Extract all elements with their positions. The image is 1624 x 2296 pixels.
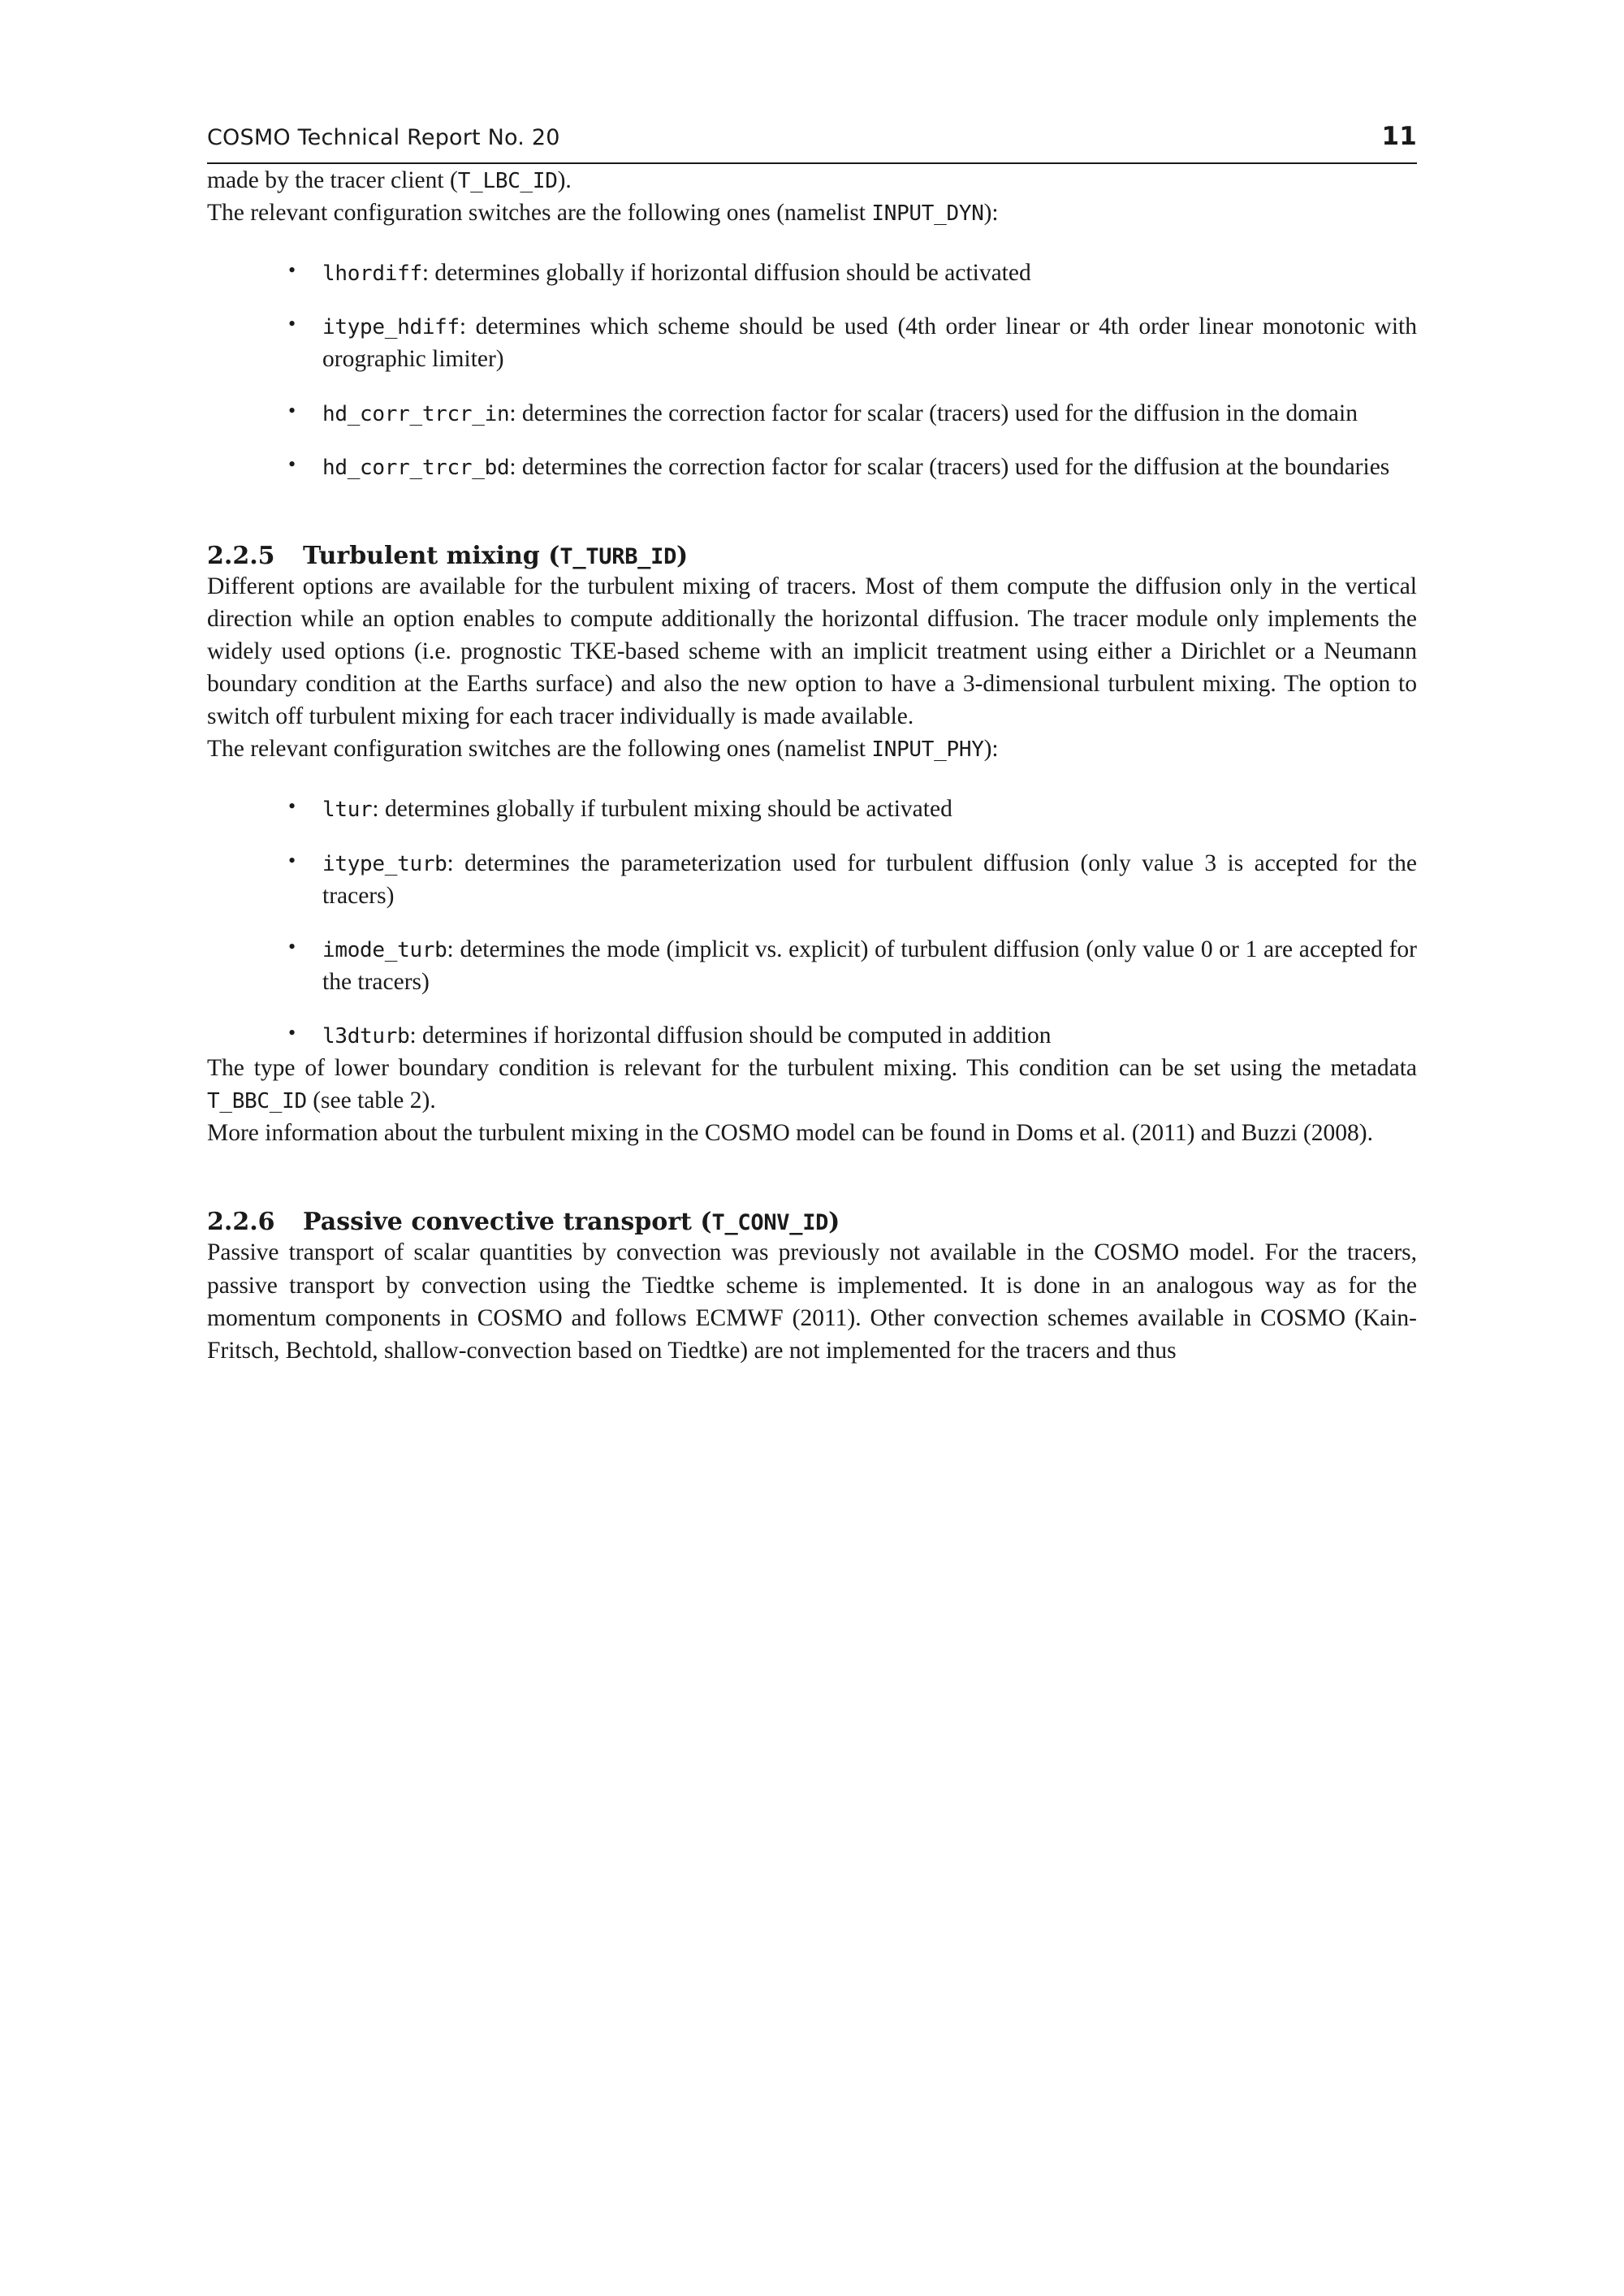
list-item (288, 1019, 1417, 1052)
code-input-dyn: INPUT_DYN (871, 201, 984, 227)
switch-desc: : determines globally if horizontal diffusion should be activated (421, 260, 1031, 287)
switch-name: l3dturb (322, 1023, 410, 1049)
dyn-text-a: The relevant configuration switches are the following ones (namelist (207, 200, 872, 227)
list-phy-switches (207, 793, 1417, 1052)
switch-desc: : determines globally if turbulent mixing should be activated (372, 796, 952, 823)
switch-desc: : determines which scheme should be used (4th order linear or 4th order linear monotonic with orographic limiter) (322, 313, 1417, 373)
list-item (288, 257, 1417, 289)
switch-name: imode_turb (322, 937, 447, 962)
section-title-close: ) (828, 1208, 840, 1237)
paragraph-turbulent-mixing: Different options are available for the turbulent mixing of tracers. Most of them compute the diffusion only in the vertical direction while an option enables to compute additionally the horizontal diffusion. The tracer module only implements the widely used options (i.e. prognostic TKE-based scheme with an implicit treatment using either a Dirichlet or a Neumann boundary condition at the Earths surface) and also the new option to have a 3-dimensional turbulent mixing. The option to switch off turbulent mixing for each tracer individually is made available. (207, 573, 1417, 730)
paragraph-intro (207, 164, 1417, 197)
list-item (288, 847, 1417, 912)
paragraph-bbc (207, 1052, 1417, 1117)
intro-text-a: made by the tracer client ( (207, 167, 458, 193)
bbc-text-b: (see table 2). (306, 1087, 436, 1114)
code-input-phy: INPUT_PHY (871, 737, 984, 763)
heading-2-2-5 (207, 542, 1417, 570)
section-title-close: ) (676, 541, 689, 570)
section-number: 2.2.6 (207, 1208, 275, 1237)
page-number: 11 (1381, 122, 1417, 151)
running-head (207, 122, 1417, 164)
paragraph-references: More information about the turbulent mixing in the COSMO model can be found in Doms et al. (2011) and Buzzi (2008). (207, 1120, 1373, 1147)
code-t-bbc-id: T_BBC_ID (207, 1089, 307, 1114)
switch-name: itype_hdiff (322, 315, 460, 340)
list-item (288, 933, 1417, 998)
section-title: Turbulent mixing ( (303, 541, 560, 570)
switch-name: ltur (322, 798, 373, 823)
switch-name: hd_corr_trcr_bd (322, 455, 510, 480)
switch-name: lhordiff (322, 262, 422, 287)
code-t-lbc-id: T_LBC_ID (457, 169, 558, 193)
intro-text-b: ). (557, 167, 572, 193)
list-item (288, 793, 1417, 825)
switch-name: hd_corr_trcr_in (322, 401, 510, 426)
dyn-text-b: ): (983, 200, 999, 227)
switch-desc: : determines if horizontal diffusion should be computed in addition (409, 1022, 1052, 1049)
paragraph-input-phy (207, 733, 1417, 765)
report-title: COSMO Technical Report No. 20 (207, 125, 560, 150)
switch-desc: : determines the mode (implicit vs. explicit) of turbulent diffusion (only value 0 or 1 are accepted for the tracers) (322, 936, 1417, 995)
phy-text-a: The relevant configuration switches are the following ones (namelist (207, 736, 872, 763)
list-item (288, 310, 1417, 375)
section-title: Passive convective transport ( (303, 1208, 712, 1237)
switch-desc: : determines the parameterization used for turbulent diffusion (only value 3 is accepted for the tracers) (322, 850, 1417, 909)
code-t-turb-id: T_TURB_ID (559, 543, 677, 569)
section-number: 2.2.5 (207, 541, 275, 570)
list-item (288, 397, 1417, 430)
paragraph-input-dyn (207, 197, 1417, 229)
list-item (288, 451, 1417, 483)
bbc-text-a: The type of lower boundary condition is relevant for the turbulent mixing. This condition can be set using the metadata (207, 1055, 1417, 1082)
phy-text-b: ): (983, 736, 999, 763)
switch-name: itype_turb (322, 851, 447, 876)
heading-2-2-6 (207, 1208, 1417, 1236)
paragraph-convection: Passive transport of scalar quantities by convection was previously not available in the COSMO model. For the tracers, passive transport by convection using the Tiedtke scheme is implemented. It is done in an analogous way as for the momentum components in COSMO and follows ECMWF (2011). Other convection schemes available in COSMO (Kain-Fritsch, Bechtold, shallow-convection based on Tiedtke) are not implemented for the tracers and thus (207, 1239, 1417, 1364)
list-dyn-switches (207, 257, 1417, 483)
switch-desc: : determines the correction factor for scalar (tracers) used for the diffusion in the domain (509, 400, 1358, 426)
switch-desc: : determines the correction factor for scalar (tracers) used for the diffusion at the boundaries (509, 453, 1390, 480)
code-t-conv-id: T_CONV_ID (711, 1210, 829, 1236)
